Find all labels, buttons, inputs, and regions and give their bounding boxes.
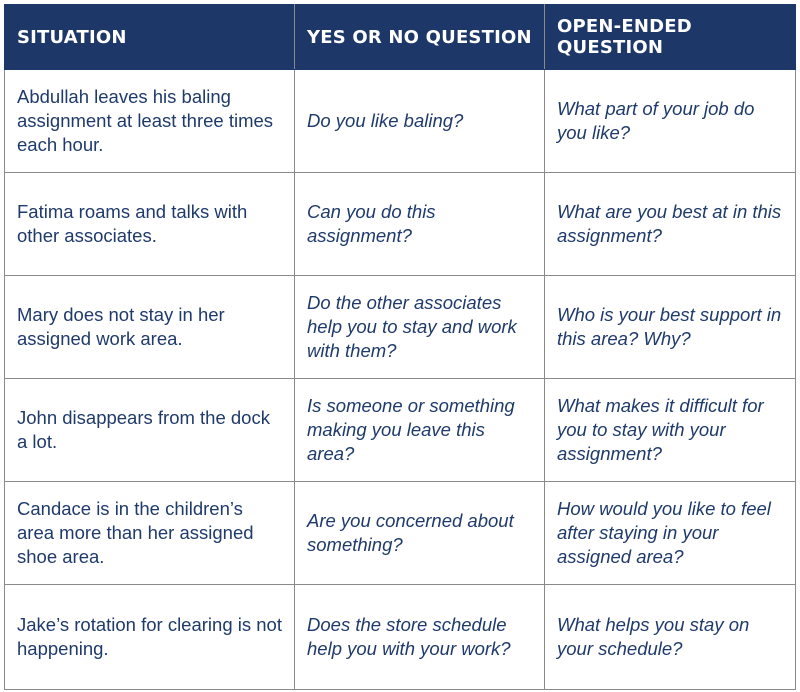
header-yes-no-question: YES OR NO QUESTION: [295, 5, 545, 70]
header-situation: SITUATION: [5, 5, 295, 70]
situation-cell: Fatima roams and talks with other associates.: [5, 173, 295, 276]
situation-cell: Abdullah leaves his baling assignment at least three times each hour.: [5, 70, 295, 173]
table-row: [5, 70, 796, 173]
open-ended-question-cell: What part of your job do you like?: [545, 70, 796, 173]
table-row: [5, 173, 796, 276]
open-ended-question-cell: How would you like to feel after staying in your assigned area?: [545, 482, 796, 585]
yes-no-question-cell: Does the store schedule help you with your work?: [295, 585, 545, 690]
situation-cell: Candace is in the children’s area more than her assigned shoe area.: [5, 482, 295, 585]
open-ended-question-cell: Who is your best support in this area? Why?: [545, 276, 796, 379]
yes-no-question-cell: Do you like baling?: [295, 70, 545, 173]
situation-cell: Mary does not stay in her assigned work area.: [5, 276, 295, 379]
yes-no-question-cell: Can you do this assignment?: [295, 173, 545, 276]
table-body: [5, 70, 796, 690]
table-header: [5, 5, 796, 70]
open-ended-question-cell: What helps you stay on your schedule?: [545, 585, 796, 690]
yes-no-question-cell: Are you concerned about something?: [295, 482, 545, 585]
table-row: [5, 482, 796, 585]
yes-no-question-cell: Is someone or something making you leave this area?: [295, 379, 545, 482]
situation-cell: John disappears from the dock a lot.: [5, 379, 295, 482]
yes-no-question-cell: Do the other associates help you to stay and work with them?: [295, 276, 545, 379]
table-row: [5, 276, 796, 379]
header-row: [5, 5, 796, 70]
table-row: [5, 585, 796, 690]
questions-table: [4, 4, 796, 690]
situation-cell: Jake’s rotation for clearing is not happening.: [5, 585, 295, 690]
header-open-ended-question: OPEN-ENDED QUESTION: [545, 5, 796, 70]
open-ended-question-cell: What are you best at in this assignment?: [545, 173, 796, 276]
open-ended-question-cell: What makes it difficult for you to stay with your assignment?: [545, 379, 796, 482]
table-row: [5, 379, 796, 482]
